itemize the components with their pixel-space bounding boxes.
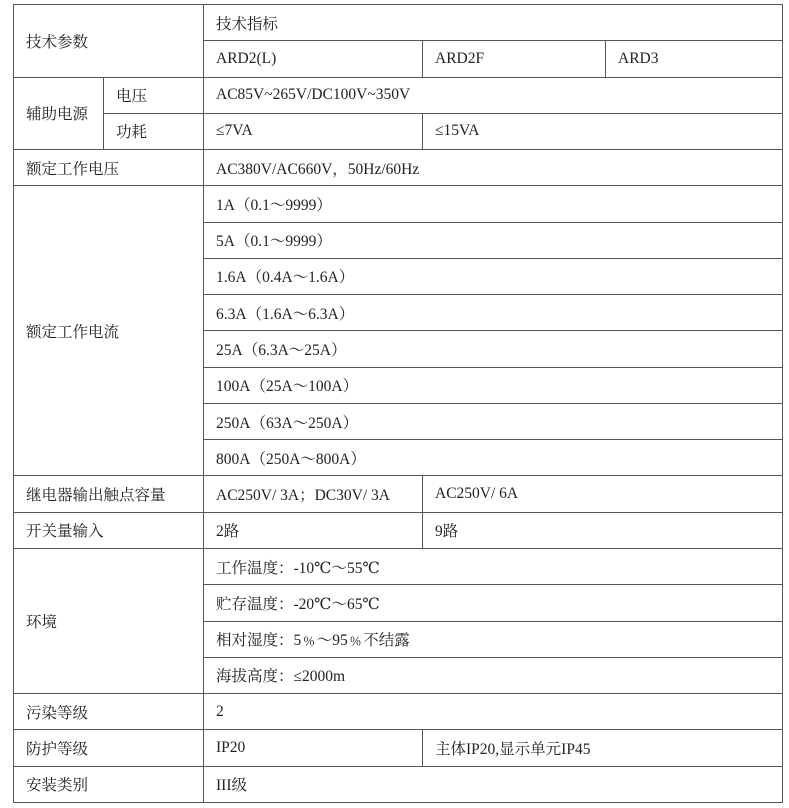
environment-value: 贮存温度：-20℃～65℃ xyxy=(216,595,380,613)
environment-value: 相对湿度：5﹪～95﹪不结露 xyxy=(216,632,410,650)
install-value: III级 xyxy=(216,777,248,795)
environment-value-cell xyxy=(204,657,783,693)
header-row-1 xyxy=(14,5,783,41)
relay-output-label: 继电器输出触点容量 xyxy=(26,487,166,505)
environment-value-cell xyxy=(204,548,783,584)
relay-output-label-cell xyxy=(14,476,204,512)
voltage-label-cell xyxy=(104,77,204,113)
model-label: ARD3 xyxy=(618,49,659,67)
model-label: ARD2F xyxy=(435,49,485,67)
rated-current-value: 1.6A（0.4A～1.6A） xyxy=(216,269,355,287)
install-row xyxy=(14,766,783,802)
rated-current-value: 250A（63A～250A） xyxy=(216,414,359,432)
environment-label-cell xyxy=(14,548,204,693)
relay-output-row xyxy=(14,476,783,512)
switch-input-value-cell-1 xyxy=(204,512,423,548)
rated-current-value-cell xyxy=(204,331,783,367)
relay-output-value-cell-1 xyxy=(204,476,423,512)
rated-current-label-cell xyxy=(14,186,204,476)
aux-voltage-row xyxy=(14,77,783,113)
pollution-value-cell xyxy=(204,694,783,730)
param-header-label: 技术参数 xyxy=(26,33,89,51)
spec-header-cell xyxy=(204,5,783,41)
rated-current-value-cell xyxy=(204,258,783,294)
power-label: 功耗 xyxy=(116,124,148,142)
rated-current-row xyxy=(14,186,783,222)
relay-output-value: AC250V/ 6A xyxy=(435,485,519,503)
spec-table xyxy=(13,4,783,803)
switch-input-value-cell-2 xyxy=(423,512,783,548)
protection-row xyxy=(14,730,783,766)
switch-input-value: 2路 xyxy=(216,523,240,541)
param-header-cell xyxy=(14,5,204,78)
aux-power-row xyxy=(14,113,783,149)
model-label: ARD2(L) xyxy=(216,49,277,67)
switch-input-row xyxy=(14,512,783,548)
pollution-row xyxy=(14,694,783,730)
environment-value: 工作温度：-10℃～55℃ xyxy=(216,559,380,577)
power-value-cell-2 xyxy=(423,113,783,149)
rated-current-value-cell xyxy=(204,295,783,331)
rated-current-value: 6.3A（1.6A～6.3A） xyxy=(216,305,355,323)
rated-current-value-cell xyxy=(204,440,783,476)
rated-current-value: 1A（0.1～9999） xyxy=(216,196,332,214)
pollution-label: 污染等级 xyxy=(26,704,89,722)
power-value: ≤7VA xyxy=(216,122,253,140)
switch-input-value: 9路 xyxy=(435,523,459,541)
rated-current-value-cell xyxy=(204,186,783,222)
relay-output-value-cell-2 xyxy=(423,476,783,512)
protection-label: 防护等级 xyxy=(26,740,89,758)
model-cell-ard3 xyxy=(606,41,783,77)
environment-label: 环境 xyxy=(26,614,58,632)
model-cell-ard2f xyxy=(423,41,606,77)
protection-value-cell-2 xyxy=(423,730,783,766)
rated-current-value: 25A（6.3A～25A） xyxy=(216,342,347,360)
protection-label-cell xyxy=(14,730,204,766)
spec-header-label: 技术指标 xyxy=(216,15,279,33)
switch-input-label: 开关量输入 xyxy=(26,523,104,541)
rated-current-value: 5A（0.1～9999） xyxy=(216,233,332,251)
relay-output-value: AC250V/ 3A；DC30V/ 3A xyxy=(216,487,390,505)
switch-input-label-cell xyxy=(14,512,204,548)
install-label: 安装类别 xyxy=(26,777,89,795)
voltage-label: 电压 xyxy=(116,88,148,106)
rated-current-value-cell xyxy=(204,222,783,258)
rated-voltage-value-cell xyxy=(204,150,783,186)
rated-current-value: 100A（25A～100A） xyxy=(216,378,359,396)
protection-value: 主体IP20,显示单元IP45 xyxy=(435,740,591,758)
environment-value-cell xyxy=(204,585,783,621)
voltage-value-cell xyxy=(204,77,783,113)
pollution-value: 2 xyxy=(216,702,224,720)
rated-current-value: 800A（250A～800A） xyxy=(216,450,366,468)
environment-row xyxy=(14,548,783,584)
voltage-value: AC85V~265V/DC100V~350V xyxy=(216,86,411,104)
environment-value: 海拔高度：≤2000m xyxy=(216,668,346,686)
install-label-cell xyxy=(14,766,204,802)
rated-current-value-cell xyxy=(204,403,783,439)
power-value: ≤15VA xyxy=(435,122,480,140)
aux-power-label: 辅助电源 xyxy=(26,106,89,124)
protection-value-cell-1 xyxy=(204,730,423,766)
install-value-cell xyxy=(204,766,783,802)
pollution-label-cell xyxy=(14,694,204,730)
environment-value-cell xyxy=(204,621,783,657)
model-cell-ard2l xyxy=(204,41,423,77)
protection-value: IP20 xyxy=(216,738,246,756)
power-value-cell-1 xyxy=(204,113,423,149)
rated-current-value-cell xyxy=(204,367,783,403)
rated-current-label: 额定工作电流 xyxy=(26,323,120,341)
rated-voltage-row xyxy=(14,150,783,186)
rated-voltage-label: 额定工作电压 xyxy=(26,160,120,178)
rated-voltage-value: AC380V/AC660V，50Hz/60Hz xyxy=(216,160,420,178)
rated-voltage-label-cell xyxy=(14,150,204,186)
power-label-cell xyxy=(104,113,204,149)
aux-power-label-cell xyxy=(14,77,104,150)
